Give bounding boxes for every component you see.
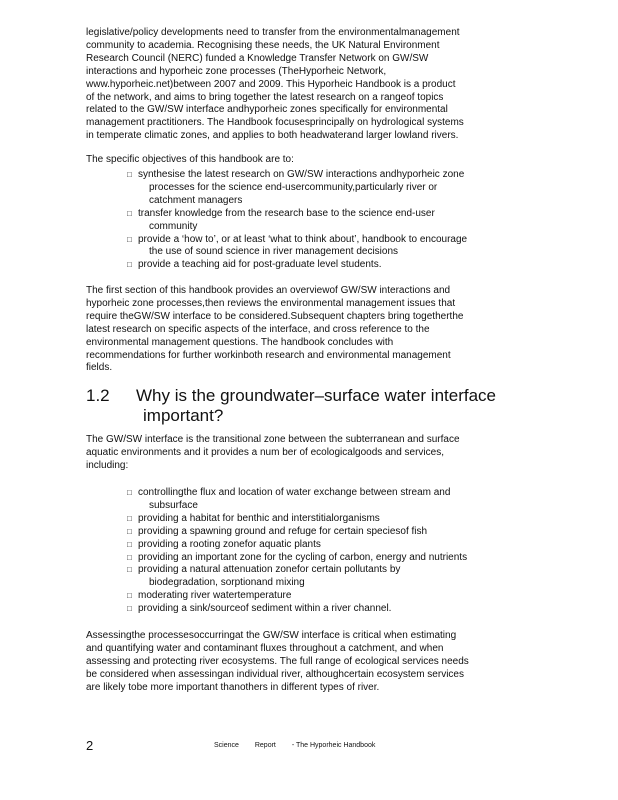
bullet-box-icon: □ — [127, 591, 132, 601]
overview-line: The first section of this handbook provides an overviewof GW/SW interactions and — [86, 285, 451, 296]
service-item — [127, 552, 513, 565]
section-title-line1: Why is the groundwater–surface water interface — [136, 386, 497, 405]
list-item-text: providing a habitat for benthic and interstitialorganisms — [138, 512, 380, 524]
bullet-box-icon: □ — [127, 565, 132, 575]
assessment-line: assessing and protecting river ecosystems. The full range of ecological services needs — [86, 655, 469, 667]
service-item — [127, 539, 513, 552]
footer-org1: Science — [214, 742, 239, 749]
list-item-text: controllingthe flux and location of water exchange between stream and — [138, 487, 451, 498]
objective-item — [127, 169, 513, 208]
list-item-continuation: catchment managers — [149, 194, 243, 206]
assessment-line: and quantifying water and contaminant fluxes throughout a catchment, and when — [86, 642, 444, 654]
objective-item — [127, 259, 513, 272]
intro-line: in temperate climatic zones, and applies to both headwaterand larger lowland rivers. — [86, 130, 459, 142]
intro-line: legislative/policy developments need to transfer from the environmentalmanagement — [86, 27, 460, 38]
list-item-text: provide a ‘how to’, or at least ‘what to think about’, handbook to encourage — [138, 233, 468, 245]
service-item — [127, 603, 513, 616]
assessment-line: are likely tobe more important thanothers in different types of river. — [86, 681, 380, 693]
footer-title: - The Hyporheic Handbook — [291, 742, 376, 749]
list-item-continuation: processes for the science end-usercommunity,particularly river or — [149, 181, 438, 193]
list-item-continuation: community — [149, 220, 198, 232]
list-item-text: transfer knowledge from the research base to the science end-user — [138, 207, 435, 219]
list-item-continuation: biodegradation, sorptionand mixing — [149, 577, 305, 589]
overview-line: recommendations for further workinboth research and environmental management — [86, 349, 451, 361]
objectives-list — [127, 169, 513, 272]
page-number: 2 — [86, 738, 94, 753]
overview-line: fields. — [86, 362, 113, 374]
bullet-box-icon: □ — [127, 552, 132, 562]
list-item-continuation: the use of sound science in river management decisions — [149, 246, 399, 258]
overview-line: latest research on specific aspects of the interface, and cross reference to the — [86, 323, 430, 335]
service-item — [127, 564, 513, 590]
assessment-paragraph — [86, 630, 512, 695]
assessment-line: Assessingthe processesoccurringat the GW/SW interface is critical when estimating — [86, 630, 457, 641]
overview-line: hyporheic zone processes,then reviews the environmental management issues that — [86, 297, 456, 309]
bullet-box-icon: □ — [127, 260, 132, 270]
service-item — [127, 487, 513, 513]
intro-line: interactions and hyporheic zone processes (TheHyporheic Network, — [86, 65, 387, 77]
bullet-box-icon: □ — [127, 234, 132, 244]
objective-item — [127, 208, 513, 234]
bullet-box-icon: □ — [127, 488, 132, 497]
list-item-continuation: subsurface — [149, 499, 198, 511]
service-item — [127, 513, 513, 526]
section-title-line2: important? — [143, 406, 224, 425]
definition-line: aquatic environments and it provides a num ber of ecologicalgoods and services, — [86, 446, 444, 458]
definition-line: including: — [86, 459, 129, 471]
section-heading — [86, 386, 526, 426]
intro-line: related to the GW/SW interface andhyporheic zones specifically for environmental — [86, 104, 448, 116]
bullet-box-icon: □ — [127, 604, 132, 614]
bullet-box-icon: □ — [127, 170, 132, 179]
objectives-intro: The specific objectives of this handbook are to: — [86, 154, 294, 165]
section-overview-paragraph — [86, 285, 512, 375]
overview-line: environmental management questions. The handbook concludes with — [86, 336, 394, 348]
intro-line: www.hyporheic.net)between 2007 and 2009. This Hyporheic Handbook is a product — [86, 78, 456, 90]
list-item-text: providing an important zone for the cycling of carbon, energy and nutrients — [138, 551, 468, 563]
footer-org2: Report — [254, 742, 276, 749]
list-item-text: providing a spawning ground and refuge for certain speciesof fish — [138, 525, 428, 537]
intro-line: management practitioners. The Handbook focusesprincipally on hydrological systems — [86, 117, 464, 129]
bullet-box-icon: □ — [127, 513, 132, 523]
assessment-line: be considered when assessingan individual river, althoughcertain ecosystem services — [86, 668, 464, 680]
list-item-text: moderating river watertemperature — [138, 590, 292, 602]
definition-line: The GW/SW interface is the transitional zone between the subterranean and surface — [86, 434, 460, 445]
intro-line: Research Council (NERC) funded a Knowledge Transfer Network on GW/SW — [86, 52, 429, 64]
overview-line: require theGW/SW interface to be considered.Subsequent chapters bring togetherthe — [86, 310, 464, 322]
intro-line: community to academia. Recognising these needs, the UK Natural Environment — [86, 39, 440, 51]
interface-definition-paragraph — [86, 434, 512, 473]
bullet-box-icon: □ — [127, 539, 132, 549]
section-number: 1.2 — [86, 386, 110, 405]
bullet-box-icon: □ — [127, 526, 132, 536]
service-item — [127, 526, 513, 539]
intro-line: of the network, and aims to bring together the latest research on a rangeof topics — [86, 91, 444, 103]
ecological-services-list — [127, 487, 513, 616]
intro-paragraph — [86, 27, 512, 143]
list-item-text: providing a sink/sourceof sediment within a river channel. — [138, 603, 392, 615]
bullet-box-icon: □ — [127, 208, 132, 218]
running-footer — [214, 742, 389, 749]
service-item — [127, 590, 513, 603]
objective-item — [127, 234, 513, 260]
list-item-text: providing a natural attenuation zonefor certain pollutants by — [138, 564, 401, 576]
list-item-text: synthesise the latest research on GW/SW interactions andhyporheic zone — [138, 169, 465, 180]
list-item-text: provide a teaching aid for post-graduate level students. — [138, 259, 382, 271]
list-item-text: providing a rooting zonefor aquatic plants — [138, 538, 321, 550]
